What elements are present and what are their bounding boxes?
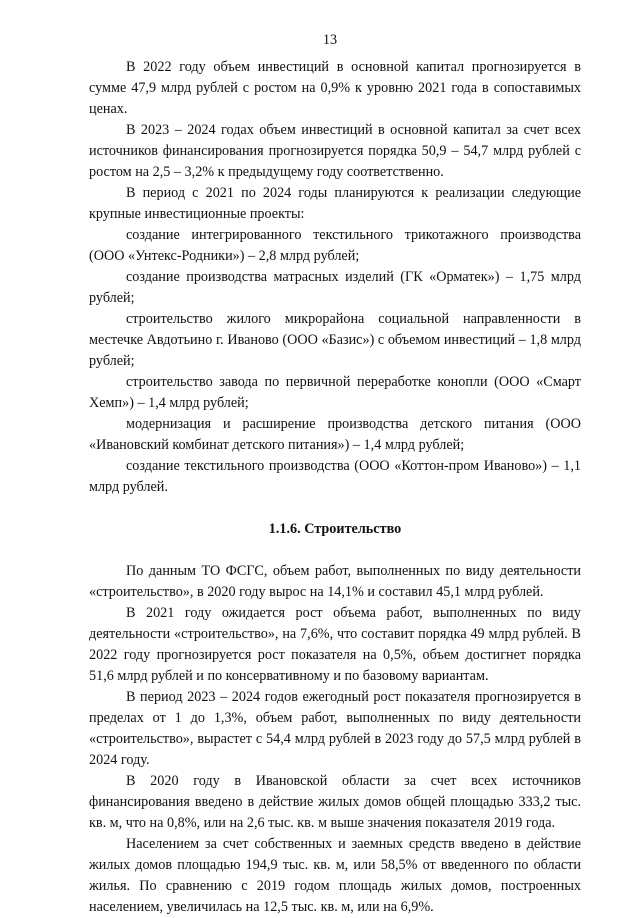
list-item: строительство жилого микрорайона социальной направленности в местечке Авдотьино г. Иваново (ООО «Базис») с объемом инвестиций – 1,8 млрд рублей; (89, 311, 581, 369)
list-item: создание интегрированного текстильного трикотажного производства (ООО «Унтекс-Родники») – 2,8 млрд рублей; (89, 227, 581, 264)
paragraph-investment-2022: В 2022 году объем инвестиций в основной капитал прогнозируется в сумме 47,9 млрд рублей с ростом на 0,9% к уровню 2021 года в сопоставимых ценах. (89, 59, 581, 117)
paragraph-construction-2021-2022: В 2021 году ожидается рост объема работ, выполненных по виду деятельности «строительство», на 7,6%, что составит порядка 49 млрд рублей. В 2022 году прогнозируется рост показателя на 0,5%, объем достигнет порядка 51,6 млрд рублей и по консервативному и по базовому вариантам. (89, 605, 581, 684)
paragraph-construction-2023-2024: В период 2023 – 2024 годов ежегодный рост показателя прогнозируется в пределах от 1 до 1,3%, объем работ, выполненных по виду деятельности «строительство», вырастет с 54,4 млрд рублей в 2023 году до 57,5 млрд рублей в 2024 году. (89, 689, 581, 768)
paragraph-projects-intro: В период с 2021 по 2024 годы планируются к реализации следующие крупные инвестиционные проекты: (89, 185, 581, 222)
paragraph-housing-population: Населением за счет собственных и заемных средств введено в действие жилых домов площадью 194,9 тыс. кв. м, или 58,5% от введенного по области жилья. По сравнению с 2019 годом площадь жилых домов, построенных населением, увеличилась на 12,5 тыс. кв. м, или на 6,9%. (89, 836, 581, 915)
paragraph-construction-2020: По данным ТО ФСГС, объем работ, выполненных по виду деятельности «строительство», в 2020 году вырос на 14,1% и составил 45,1 млрд рублей. (89, 563, 581, 600)
list-item: создание текстильного производства (ООО «Коттон-пром Иваново») – 1,1 млрд рублей. (89, 458, 581, 495)
list-item: модернизация и расширение производства детского питания (ООО «Ивановский комбинат детского питания») – 1,4 млрд рублей; (89, 416, 581, 453)
document-page (89, 30, 581, 918)
paragraph-investment-2023-2024: В 2023 – 2024 годах объем инвестиций в основной капитал за счет всех источников финансирования прогнозируется порядка 50,9 – 54,7 млрд рублей с ростом на 2,5 – 3,2% к предыдущему году соответственно. (89, 122, 581, 180)
section-heading: 1.1.6. Строительство (268, 521, 402, 537)
investment-projects-list (89, 225, 581, 498)
list-item: создание производства матрасных изделий (ГК «Орматек») – 1,75 млрд рублей; (89, 269, 581, 306)
paragraph-housing-2020: В 2020 году в Ивановской области за счет всех источников финансирования введено в действие жилых домов общей площадью 333,2 тыс. кв. м, что на 0,8%, или на 2,6 тыс. кв. м выше значения показателя 2019 года. (89, 773, 581, 831)
page-number: 13 (322, 32, 338, 48)
list-item: строительство завода по первичной переработке конопли (ООО «Смарт Хемп») – 1,4 млрд рублей; (89, 374, 581, 411)
